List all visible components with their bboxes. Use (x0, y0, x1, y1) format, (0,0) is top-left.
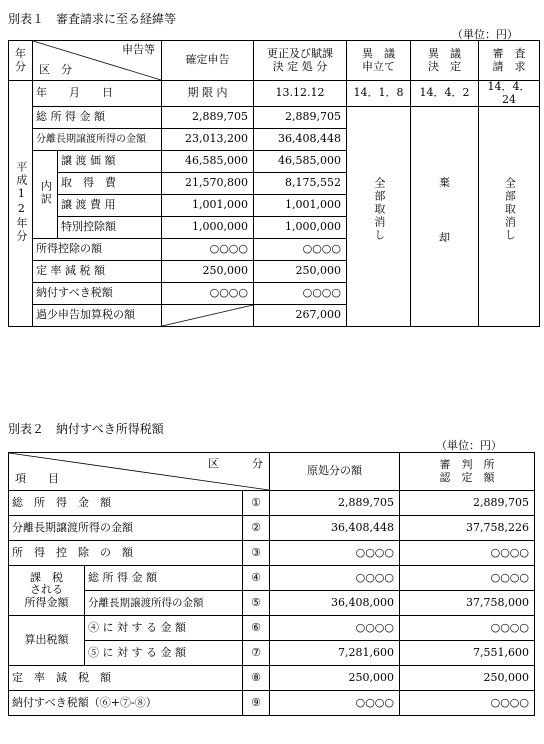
gen-value: ○○○○ (270, 616, 400, 641)
date-kakutei: 期 限 内 (162, 81, 254, 107)
kousei-value: 267,000 (254, 305, 347, 327)
row-label: 分離長期譲渡所得の金額 (33, 129, 162, 151)
kousei-value: 46,585,000 (254, 151, 347, 173)
col-gen-header: 原処分の額 (270, 453, 400, 491)
group-kazei: 課 税 される 所得金額 (9, 566, 85, 616)
col-shinsa-header: 審 査 請 求 (479, 41, 540, 81)
shinpan-value: 250,000 (400, 666, 535, 691)
row-label: ④ に 対 す る 金 額 (85, 616, 243, 641)
kakutei-value: 2,889,705 (162, 107, 254, 129)
date-row-label: 年 月 日 (33, 81, 162, 107)
shinsa-result: 全部取消し (479, 107, 540, 327)
date-igi: 14．1．8 (347, 81, 411, 107)
table1-unit: （単位：円） (452, 28, 518, 41)
kousei-value: ○○○○ (254, 239, 347, 261)
row-number: ⑦ (243, 641, 270, 666)
col-igi-header: 異 議 申立て (347, 41, 411, 81)
row-label: 総 所 得 金 額 (9, 491, 243, 516)
row-number: ⑨ (243, 691, 270, 716)
igi-result: 全部取消し (347, 107, 411, 327)
kakutei-value: 21,570,800 (162, 173, 254, 195)
kakutei-value: ○○○○ (162, 283, 254, 305)
row-label: 所 得 控 除 の 額 (9, 541, 243, 566)
igikettei-result: 棄 却 (411, 107, 479, 327)
row-label: 定 率 減 税 額 (9, 666, 243, 691)
shinpan-value: 37,758,000 (400, 591, 535, 616)
kubun-label: 区 分 (39, 63, 72, 77)
date-igikettei: 14．4．2 (411, 81, 479, 107)
kakutei-value: 46,585,000 (162, 151, 254, 173)
row-number: ③ (243, 541, 270, 566)
kousei-value: ○○○○ (254, 283, 347, 305)
row-label: 所得控除の額 (33, 239, 162, 261)
kousei-value: 250,000 (254, 261, 347, 283)
shinkokutou-label: 申告等 (122, 43, 155, 56)
gen-value: ○○○○ (270, 541, 400, 566)
kakutei-value: ○○○○ (162, 239, 254, 261)
kakutei-empty-diagonal (162, 305, 254, 327)
table2 (8, 452, 535, 716)
row-label: 納付すべき税額（⑥+⑦-⑧） (9, 691, 243, 716)
kousei-value: 36,408,448 (254, 129, 347, 151)
diagonal-header-cell (33, 41, 162, 81)
year-header: 年 分 (9, 41, 33, 81)
shinpan-value: ○○○○ (400, 691, 535, 716)
date-kousei: 13.12.12 (254, 81, 347, 107)
row-label: 総 所 得 金 額 (33, 107, 162, 129)
row-label: 定 率 減 税 額 (33, 261, 162, 283)
row-label: 総 所 得 金 額 (85, 566, 243, 591)
uchiwake-cell: 内訳 (33, 151, 58, 239)
kousei-value: 1,000,000 (254, 217, 347, 239)
diagonal-header-cell (9, 453, 270, 491)
kakutei-value: 250,000 (162, 261, 254, 283)
col-igikettei-header: 異 議 決 定 (411, 41, 479, 81)
row-number: ⑥ (243, 616, 270, 641)
row-label: 分離長期譲渡所得の金額 (9, 516, 243, 541)
gen-value: 7,281,600 (270, 641, 400, 666)
kakutei-value: 1,000,000 (162, 217, 254, 239)
shinpan-value: ○○○○ (400, 541, 535, 566)
group-sanshutsu: 算出税額 (9, 616, 85, 666)
table1-title: 別表１ 審査請求に至る経緯等 (8, 12, 177, 26)
gen-value: 36,408,000 (270, 591, 400, 616)
row-number: ⑧ (243, 666, 270, 691)
row-number: ⑤ (243, 591, 270, 616)
row-label: 分離長期譲渡所得の金額 (85, 591, 243, 616)
col-kakutei-header: 確定申告 (162, 41, 254, 81)
kakutei-value: 23,013,200 (162, 129, 254, 151)
kousei-value: 8,175,552 (254, 173, 347, 195)
row-label: 特別控除額 (58, 217, 162, 239)
row-label: 過少申告加算税の額 (33, 305, 162, 327)
row-label: 取 得 費 (58, 173, 162, 195)
shinpan-value: 7,551,600 (400, 641, 535, 666)
kousei-value: 1,001,000 (254, 195, 347, 217)
row-number: ② (243, 516, 270, 541)
shinpan-value: ○○○○ (400, 566, 535, 591)
kakutei-value: 1,001,000 (162, 195, 254, 217)
table1 (8, 40, 540, 327)
gen-value: ○○○○ (270, 691, 400, 716)
shinpan-value: 2,889,705 (400, 491, 535, 516)
koumoku-label: 項 目 (15, 472, 59, 486)
col-kousei-header: 更正及び賦課 決 定 処 分 (254, 41, 347, 81)
row-label: ⑤ に 対 す る 金 額 (85, 641, 243, 666)
gen-value: 36,408,448 (270, 516, 400, 541)
row-number: ④ (243, 566, 270, 591)
table2-unit: （単位：円） (436, 439, 502, 452)
date-shinsa: 14．4．24 (479, 81, 540, 107)
row-label: 譲 渡 費 用 (58, 195, 162, 217)
table2-title: 別表２ 納付すべき所得税額 (8, 422, 164, 436)
gen-value: 2,889,705 (270, 491, 400, 516)
period-cell: 平成12年分 (9, 81, 33, 327)
shinpan-value: 37,758,226 (400, 516, 535, 541)
row-label: 納付すべき税額 (33, 283, 162, 305)
gen-value: 250,000 (270, 666, 400, 691)
col-shinpan-header: 審 判 所 認 定 額 (400, 453, 535, 491)
row-number: ① (243, 491, 270, 516)
kubun-label: 区 分 (208, 457, 264, 470)
shinpan-value: ○○○○ (400, 616, 535, 641)
gen-value: ○○○○ (270, 566, 400, 591)
row-label: 譲 渡 価 額 (58, 151, 162, 173)
kousei-value: 2,889,705 (254, 107, 347, 129)
